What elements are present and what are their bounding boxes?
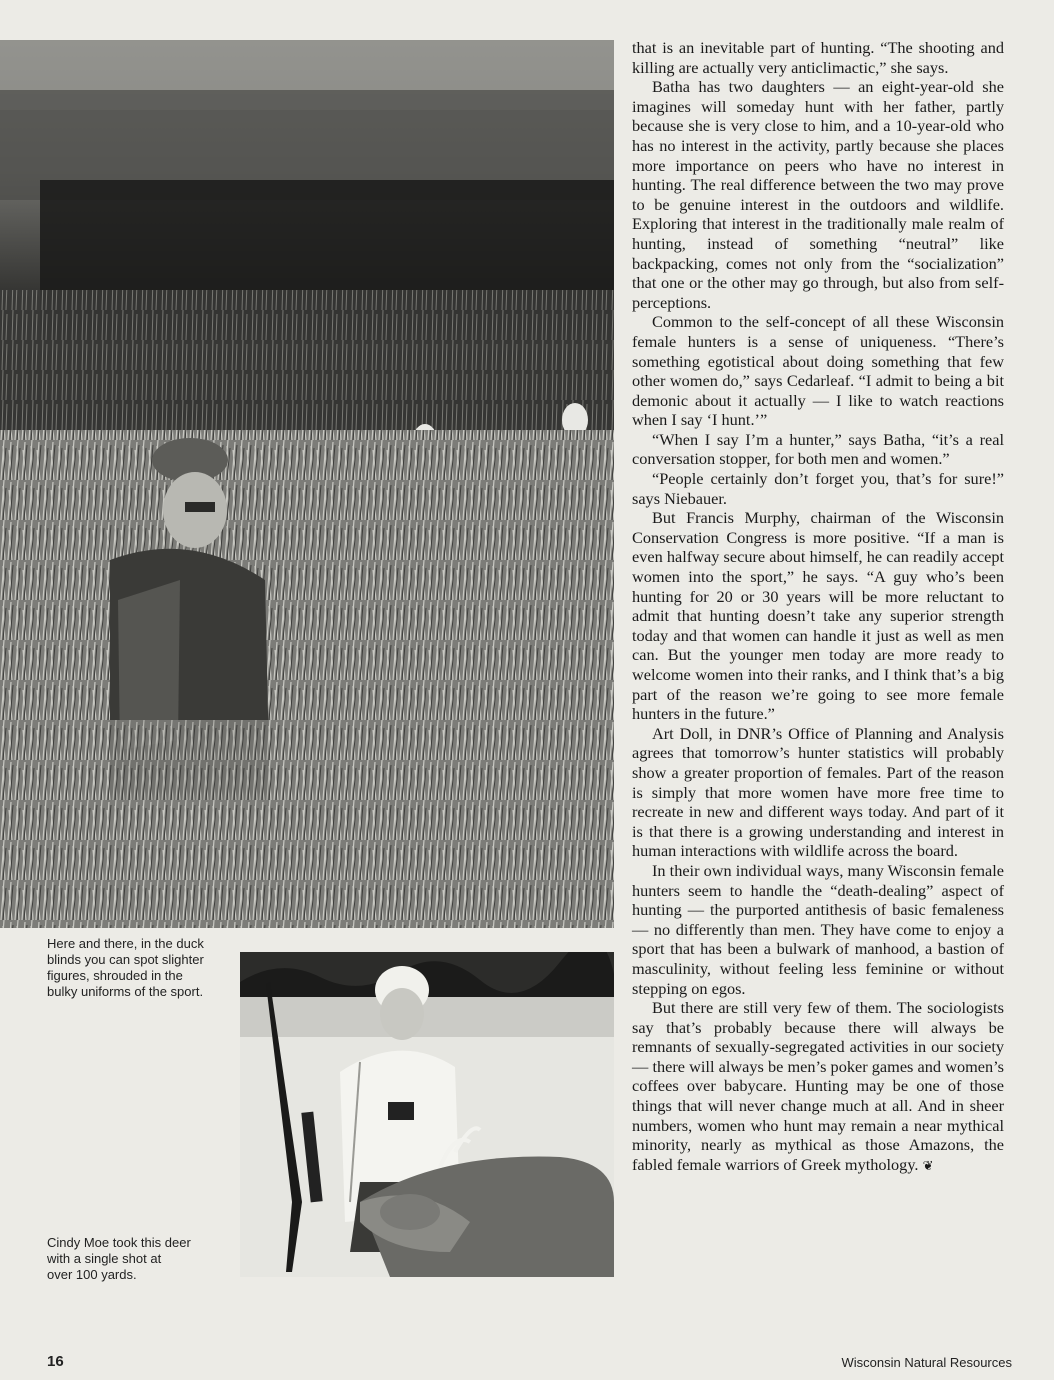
- article-column: [632, 38, 1004, 1175]
- article-paragraph: In their own individual ways, many Wisconsin female hunters seem to handle the “death-dealing” aspect of hunting — the purported antithesis of basic femaleness — no differently than men. They have come to enjoy a sport that has been a bulwark of manhood, a bastion of masculinity, without feeling less feminine or without stepping on egos.: [632, 860, 1004, 998]
- article-paragraph-text: But there are still very few of them. The sociologists say that’s probably because there will always be remnants of sexually-segregated activities in our society — there will always be men’s poker games and women’s coffees over babycare. Hunting may be one of those things that will never change much at all. And in sheer numbers, women who hunt may remain a near mythical minority, nearly as mythical as those Amazons, the fabled female warriors of Greek mythology.: [632, 998, 1004, 1174]
- caption-top-photo: Here and there, in the duck blinds you can spot slighter figures, shrouded in the bulky uniforms of the sport.: [47, 936, 204, 999]
- article-paragraph: that is an inevitable part of hunting. “The shooting and killing are actually very anticlimactic,” she says.: [632, 38, 1004, 77]
- article-paragraph: But Francis Murphy, chairman of the Wisconsin Conservation Congress is more positive. “If a man is even halfway secure about himself, he can readily accept women into the sport,” he says. “A guy who’s been hunting for 20 or 30 years will be more reluctant to admit that hunting doesn’t take any superior strength today and that women can handle it just as well as men can. But the younger men today are more ready to welcome women into their ranks, and I think that’s a big part of the reason we’re going to see more female hunters in the future.”: [632, 508, 1004, 724]
- deer-photo-graphic: [240, 952, 614, 1277]
- article-paragraph-last: [632, 998, 1004, 1175]
- photo-hunter-in-marsh: [0, 40, 614, 928]
- marsh-photo-graphic: [0, 40, 614, 928]
- publication-name: Wisconsin Natural Resources: [841, 1355, 1012, 1370]
- article-paragraph: Batha has two daughters — an eight-year-old she imagines will someday hunt with her father, partly because she is very close to him, and a 10-year-old who has no interest in the activity, partly because she places more importance on peers who have no interest in hunting. The real difference between the two may prove to be genuine interest in the outdoors and wildlife. Exploring that interest in the traditionally male realm of hunting, instead of something “neutral” like backpacking, comes not only from the “socialization” that one or the other may go through, but also from self-perceptions.: [632, 77, 1004, 312]
- article-paragraph: Art Doll, in DNR’s Office of Planning and Analysis agrees that tomorrow’s hunter statistics will probably show a greater proportion of females. Part of the reason is simply that more women have more free time to recreate in new and different ways today. And part of it is that there is a growing understanding and interest in human interactions with wildlife across the board.: [632, 723, 1004, 861]
- article-paragraph: “People certainly don’t forget you, that’s for sure!” says Niebauer.: [632, 469, 1004, 508]
- caption-bottom-photo: Cindy Moe took this deer with a single shot at over 100 yards.: [47, 1235, 191, 1282]
- article-paragraph: Common to the self-concept of all these Wisconsin female hunters is a sense of uniqueness. “There’s something egotistical about doing something that few other women do,” says Cedarleaf. “I admit to being a bit demonic about it actually — I like to watch reactions when I say ‘I hunt.’”: [632, 312, 1004, 430]
- article-paragraph: “When I say I’m a hunter,” says Batha, “it’s a real conversation stopper, for both men and women.”: [632, 429, 1004, 469]
- end-mark-icon: ❦: [922, 1157, 934, 1173]
- page-number: 16: [47, 1353, 64, 1370]
- photo-woman-with-deer: [240, 952, 614, 1277]
